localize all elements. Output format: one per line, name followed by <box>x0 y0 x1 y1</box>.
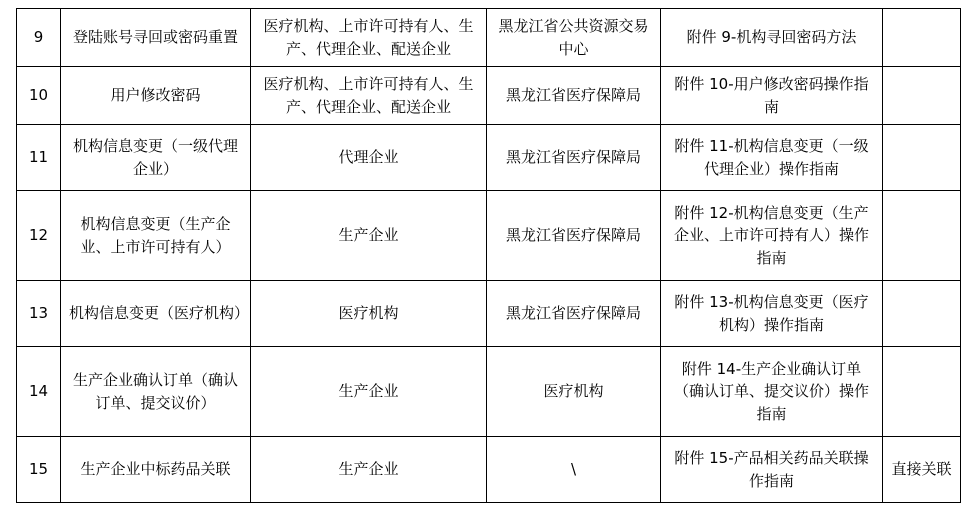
row-organization: \ <box>487 437 661 503</box>
row-organization: 医疗机构 <box>487 347 661 437</box>
row-applicable-to: 生产企业 <box>251 191 487 281</box>
row-remark <box>883 281 961 347</box>
row-attachment: 附件 14-生产企业确认订单（确认订单、提交议价）操作指南 <box>661 347 883 437</box>
row-number: 12 <box>17 191 61 281</box>
row-number: 10 <box>17 67 61 125</box>
table-body <box>17 9 961 503</box>
row-remark <box>883 191 961 281</box>
row-number: 9 <box>17 9 61 67</box>
row-item: 生产企业中标药品关联 <box>61 437 251 503</box>
row-remark: 直接关联 <box>883 437 961 503</box>
row-item: 用户修改密码 <box>61 67 251 125</box>
row-number: 13 <box>17 281 61 347</box>
row-attachment: 附件 13-机构信息变更（医疗机构）操作指南 <box>661 281 883 347</box>
row-applicable-to: 医疗机构、上市许可持有人、生产、代理企业、配送企业 <box>251 67 487 125</box>
row-organization: 黑龙江省医疗保障局 <box>487 125 661 191</box>
row-attachment: 附件 9-机构寻回密码方法 <box>661 9 883 67</box>
table-row <box>17 9 961 67</box>
row-item: 登陆账号寻回或密码重置 <box>61 9 251 67</box>
row-item: 机构信息变更（生产企业、上市许可持有人） <box>61 191 251 281</box>
row-item: 机构信息变更（一级代理企业） <box>61 125 251 191</box>
row-applicable-to: 代理企业 <box>251 125 487 191</box>
row-applicable-to: 医疗机构、上市许可持有人、生产、代理企业、配送企业 <box>251 9 487 67</box>
row-attachment: 附件 10-用户修改密码操作指南 <box>661 67 883 125</box>
row-applicable-to: 生产企业 <box>251 347 487 437</box>
table-row <box>17 125 961 191</box>
row-remark <box>883 125 961 191</box>
row-item: 机构信息变更（医疗机构） <box>61 281 251 347</box>
row-attachment: 附件 15-产品相关药品关联操作指南 <box>661 437 883 503</box>
row-item: 生产企业确认订单（确认订单、提交议价） <box>61 347 251 437</box>
row-remark <box>883 347 961 437</box>
table-row <box>17 191 961 281</box>
row-number: 15 <box>17 437 61 503</box>
row-remark <box>883 67 961 125</box>
table-row <box>17 67 961 125</box>
table-row <box>17 437 961 503</box>
row-organization: 黑龙江省医疗保障局 <box>487 281 661 347</box>
document-page <box>0 8 976 505</box>
row-remark <box>883 9 961 67</box>
table-row <box>17 281 961 347</box>
table-row <box>17 347 961 437</box>
row-attachment: 附件 11-机构信息变更（一级代理企业）操作指南 <box>661 125 883 191</box>
procedure-table <box>16 8 961 503</box>
row-number: 11 <box>17 125 61 191</box>
row-applicable-to: 生产企业 <box>251 437 487 503</box>
row-organization: 黑龙江省公共资源交易中心 <box>487 9 661 67</box>
row-attachment: 附件 12-机构信息变更（生产企业、上市许可持有人）操作指南 <box>661 191 883 281</box>
row-applicable-to: 医疗机构 <box>251 281 487 347</box>
row-organization: 黑龙江省医疗保障局 <box>487 191 661 281</box>
row-number: 14 <box>17 347 61 437</box>
row-organization: 黑龙江省医疗保障局 <box>487 67 661 125</box>
